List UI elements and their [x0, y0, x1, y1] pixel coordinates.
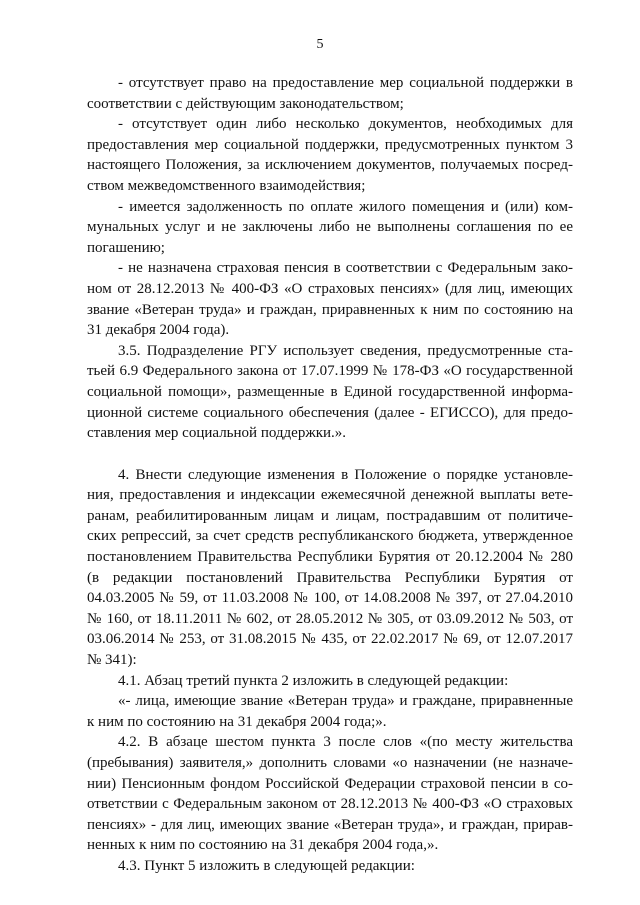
- paragraph-4-3: 4.3. Пункт 5 изложить в следующей редакции:: [118, 857, 415, 874]
- paragraph-no-pension: - не назначена страховая пенсия в соответствии с Федеральным законом от 28.12.2013 № 400-ФЗ «О страховых пенсиях» (для лиц, имеющих звание «Ветеран труда» и граждан, приравненных к ним по состоянию на 31 декабря 2004 года).: [87, 260, 573, 339]
- paragraph-no-right: - отсутствует право на предоставление мер социальной поддержки в соответствии с действующим законодательством;: [87, 75, 573, 112]
- paragraph-missing-documents: - отсутствует один либо несколько документов, необходимых для предоставления мер социальной поддержки, предусмотренных пунктом 3 настоящего Положения, за исключением документов, получаемых посредством межведомственного взаимодействия;: [87, 116, 573, 194]
- paragraph-4: 4. Внести следующие изменения в Положение о порядке установления, предоставления и индексации ежемесячной денежной выплаты ветеранам, реабилитированным лицам и лицам, пострадавшим от политических репрессий, за счет средств республиканского бюджета, утвержденное постановлением Правительства Республики Бурятия от 20.12.2004 № 280 (в редакции постановлений Правительства Республики Бурятия от 04.03.2005 № 59, от 11.03.2008 № 100, от 14.08.2008 № 397, от 27.04.2010 № 160, от 18.11.2011 № 602, от 28.05.2012 № 305, от 03.09.2012 № 503, от 03.06.2014 № 253, от 31.08.2015 № 435, от 22.02.2017 № 69, от 12.07.2017 № 341):: [87, 466, 573, 669]
- paragraph-4-1-quote: «- лица, имеющие звание «Ветеран труда» и граждане, приравненные к ним по состоянию на 31 декабря 2004 года;».: [87, 693, 573, 730]
- page-number: 5: [316, 37, 324, 52]
- paragraph-housing-debt: - имеется задолженность по оплате жилого помещения и (или) коммунальных услуг и не заключены либо не выполнены соглашения по ее погашению;: [87, 198, 573, 256]
- paragraph-4-2: 4.2. В абзаце шестом пункта 3 после слов «(по месту жительства (пребывания) заявителя,» дополнить словами «о назначении (не назначении) Пенсионным фондом Российской Федерации страховой пенсии в соответствии с Федеральным законом от 28.12.2013 № 400-ФЗ «О страховых пенсиях» - для лиц, имеющих звание «Ветеран труда», и граждан, приравненных к ним по состоянию на 31 декабря 2004 года,».: [87, 734, 573, 854]
- document-body: [87, 73, 573, 877]
- paragraph-4-1: 4.1. Абзац третий пункта 2 изложить в следующей редакции:: [118, 672, 509, 689]
- paragraph-3-5: 3.5. Подразделение РГУ использует сведения, предусмотренные статьей 6.9 Федерального закона от 17.07.1999 № 178-ФЗ «О государственной социальной помощи», размещенные в Единой государственной информационной системе социального обеспечения (далее - ЕГИССО), для предоставления мер социальной поддержки.».: [87, 342, 573, 442]
